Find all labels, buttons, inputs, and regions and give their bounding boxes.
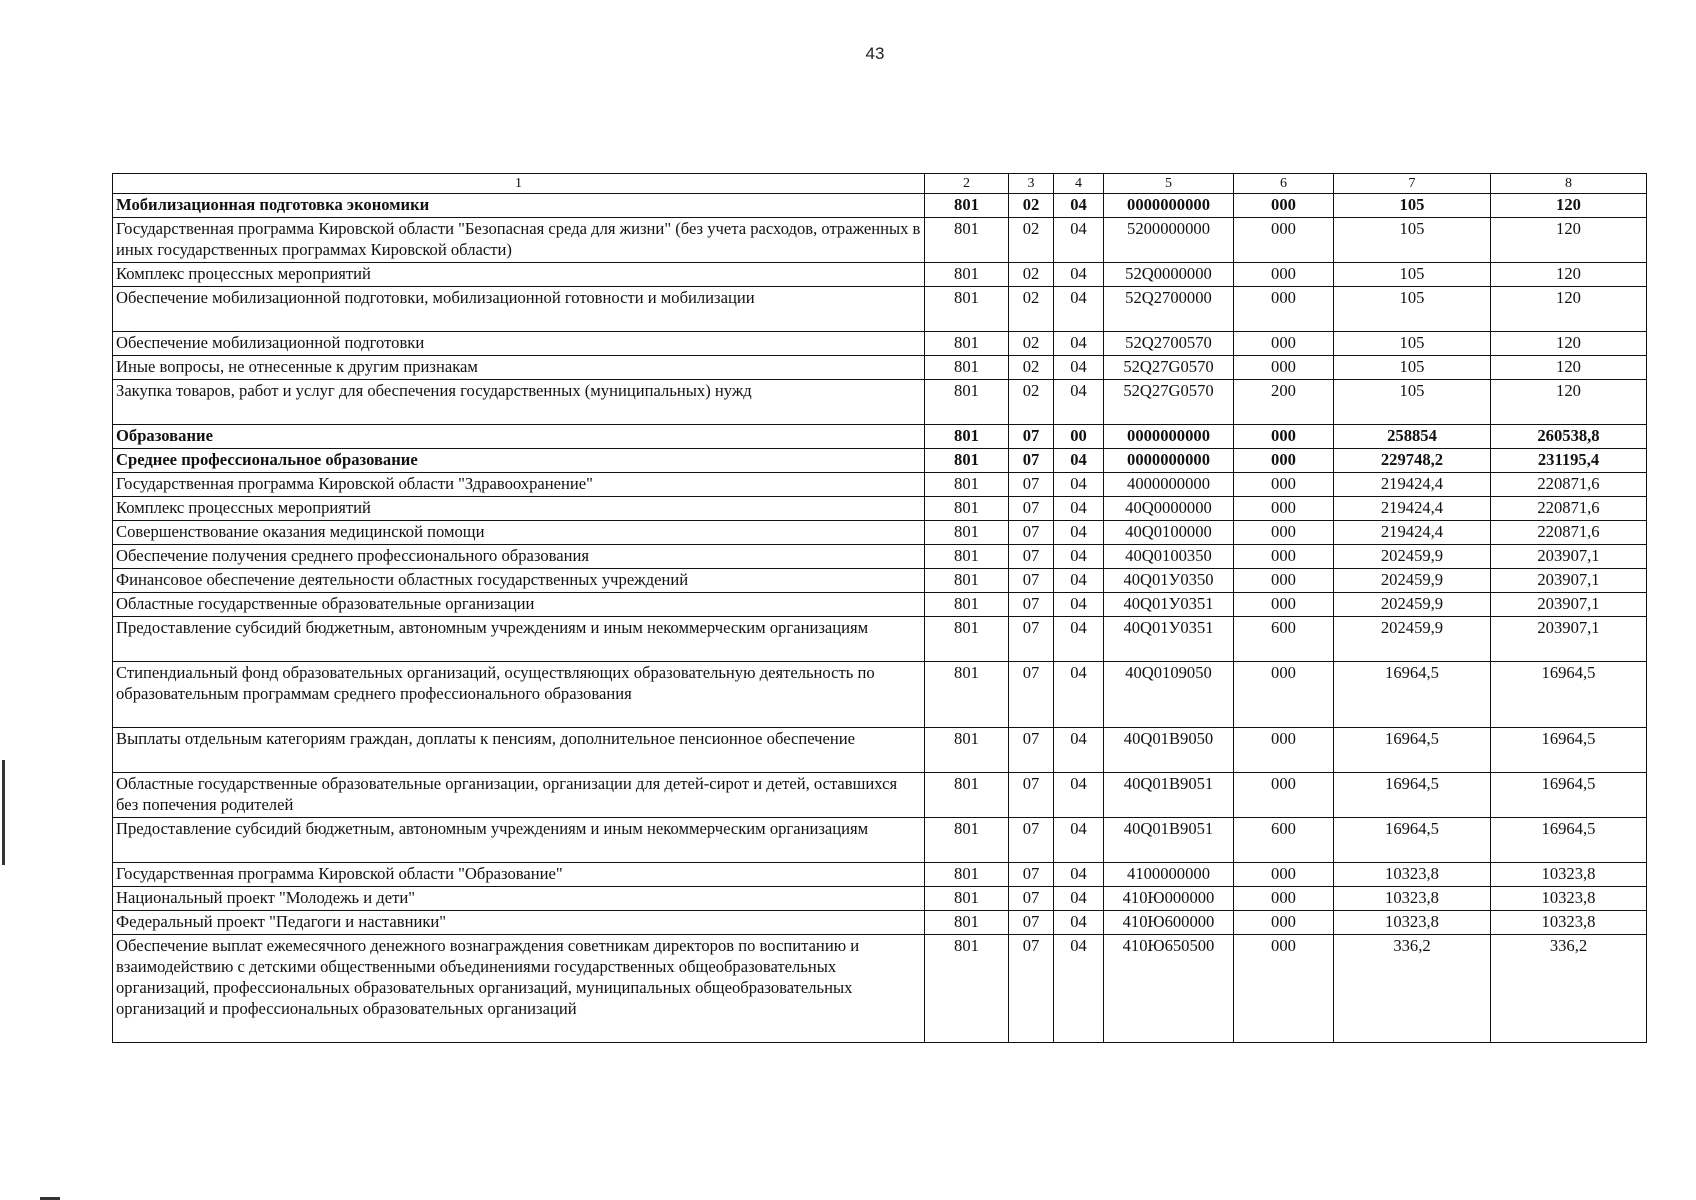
subsection-code-cell: 04 (1054, 818, 1104, 863)
amount-year1-cell: 105 (1334, 218, 1491, 263)
ministry-code-cell: 801 (925, 863, 1009, 887)
subsection-code-cell: 04 (1054, 593, 1104, 617)
expense-type-cell: 000 (1234, 332, 1334, 356)
amount-year2-cell: 10323,8 (1491, 863, 1647, 887)
section-code-cell: 07 (1009, 473, 1054, 497)
expense-type-cell: 000 (1234, 263, 1334, 287)
ministry-code-cell: 801 (925, 473, 1009, 497)
row-name-cell: Обеспечение мобилизационной подготовки (113, 332, 925, 356)
table-row (113, 449, 1647, 473)
table-row (113, 287, 1647, 332)
amount-year1-cell: 105 (1334, 332, 1491, 356)
table-row (113, 380, 1647, 425)
column-number-2: 2 (925, 174, 1009, 194)
amount-year1-cell: 105 (1334, 356, 1491, 380)
table-body (113, 194, 1647, 1043)
subsection-code-cell: 04 (1054, 356, 1104, 380)
expense-type-cell: 000 (1234, 773, 1334, 818)
row-name-cell: Закупка товаров, работ и услуг для обеспечения государственных (муниципальных) нужд (113, 380, 925, 425)
expense-type-cell: 000 (1234, 863, 1334, 887)
target-article-cell: 40Q01У0351 (1104, 593, 1234, 617)
ministry-code-cell: 801 (925, 497, 1009, 521)
subsection-code-cell: 04 (1054, 332, 1104, 356)
target-article-cell: 40Q01B9051 (1104, 773, 1234, 818)
ministry-code-cell: 801 (925, 773, 1009, 818)
scan-edge-mark (2, 760, 5, 865)
ministry-code-cell: 801 (925, 263, 1009, 287)
section-code-cell: 02 (1009, 332, 1054, 356)
table-row (113, 521, 1647, 545)
table-row (113, 332, 1647, 356)
subsection-code-cell: 04 (1054, 449, 1104, 473)
ministry-code-cell: 801 (925, 911, 1009, 935)
row-name-cell: Государственная программа Кировской области "Безопасная среда для жизни" (без учета расходов, отраженных в иных государственных программах Кировской области) (113, 218, 925, 263)
subsection-code-cell: 04 (1054, 911, 1104, 935)
expense-type-cell: 000 (1234, 218, 1334, 263)
subsection-code-cell: 04 (1054, 263, 1104, 287)
table-row (113, 497, 1647, 521)
section-code-cell: 07 (1009, 617, 1054, 662)
section-code-cell: 07 (1009, 662, 1054, 728)
amount-year2-cell: 336,2 (1491, 935, 1647, 1043)
row-name-cell: Предоставление субсидий бюджетным, автономным учреждениям и иным некоммерческим организациям (113, 818, 925, 863)
expense-type-cell: 000 (1234, 935, 1334, 1043)
target-article-cell: 5200000000 (1104, 218, 1234, 263)
section-code-cell: 07 (1009, 818, 1054, 863)
ministry-code-cell: 801 (925, 356, 1009, 380)
amount-year1-cell: 229748,2 (1334, 449, 1491, 473)
amount-year1-cell: 105 (1334, 287, 1491, 332)
amount-year1-cell: 219424,4 (1334, 497, 1491, 521)
subsection-code-cell: 04 (1054, 380, 1104, 425)
table-row (113, 818, 1647, 863)
row-name-cell: Обеспечение получения среднего профессионального образования (113, 545, 925, 569)
table-row (113, 863, 1647, 887)
subsection-code-cell: 04 (1054, 569, 1104, 593)
target-article-cell: 52Q2700000 (1104, 287, 1234, 332)
section-code-cell: 02 (1009, 380, 1054, 425)
subsection-code-cell: 04 (1054, 497, 1104, 521)
column-number-7: 7 (1334, 174, 1491, 194)
expense-type-cell: 000 (1234, 449, 1334, 473)
target-article-cell: 40Q0000000 (1104, 497, 1234, 521)
row-name-cell: Областные государственные образовательные организации, организации для детей-сирот и детей, оставшихся без попечения родителей (113, 773, 925, 818)
ministry-code-cell: 801 (925, 218, 1009, 263)
subsection-code-cell: 04 (1054, 617, 1104, 662)
row-name-cell: Иные вопросы, не отнесенные к другим признакам (113, 356, 925, 380)
amount-year2-cell: 203907,1 (1491, 569, 1647, 593)
amount-year1-cell: 258854 (1334, 425, 1491, 449)
target-article-cell: 40Q01У0350 (1104, 569, 1234, 593)
table-row (113, 263, 1647, 287)
row-name-cell: Обеспечение выплат ежемесячного денежного вознаграждения советникам директоров по воспитанию и взаимодействию с детскими общественными объединениями государственных общеобразовательных организаций, профессиональных образовательных организаций, муниципальных общеобразовательных организаций и профессиональных образовательных организаций (113, 935, 925, 1043)
subsection-code-cell: 04 (1054, 728, 1104, 773)
target-article-cell: 0000000000 (1104, 194, 1234, 218)
section-code-cell: 07 (1009, 569, 1054, 593)
amount-year1-cell: 336,2 (1334, 935, 1491, 1043)
amount-year2-cell: 120 (1491, 356, 1647, 380)
subsection-code-cell: 04 (1054, 521, 1104, 545)
subsection-code-cell: 04 (1054, 863, 1104, 887)
section-code-cell: 02 (1009, 194, 1054, 218)
target-article-cell: 410Ю650500 (1104, 935, 1234, 1043)
table-row (113, 935, 1647, 1043)
amount-year2-cell: 220871,6 (1491, 521, 1647, 545)
page-number: 43 (865, 44, 885, 63)
amount-year2-cell: 16964,5 (1491, 818, 1647, 863)
amount-year1-cell: 202459,9 (1334, 617, 1491, 662)
amount-year2-cell: 120 (1491, 380, 1647, 425)
target-article-cell: 52Q0000000 (1104, 263, 1234, 287)
section-code-cell: 07 (1009, 935, 1054, 1043)
target-article-cell: 0000000000 (1104, 449, 1234, 473)
amount-year1-cell: 10323,8 (1334, 863, 1491, 887)
column-number-3: 3 (1009, 174, 1054, 194)
target-article-cell: 0000000000 (1104, 425, 1234, 449)
amount-year1-cell: 202459,9 (1334, 593, 1491, 617)
row-name-cell: Государственная программа Кировской области "Здравоохранение" (113, 473, 925, 497)
ministry-code-cell: 801 (925, 818, 1009, 863)
column-number-row (113, 174, 1647, 194)
target-article-cell: 410Ю600000 (1104, 911, 1234, 935)
ministry-code-cell: 801 (925, 194, 1009, 218)
section-code-cell: 07 (1009, 521, 1054, 545)
ministry-code-cell: 801 (925, 569, 1009, 593)
target-article-cell: 52Q27G0570 (1104, 356, 1234, 380)
budget-table (112, 173, 1647, 1043)
target-article-cell: 410Ю000000 (1104, 887, 1234, 911)
subsection-code-cell: 04 (1054, 194, 1104, 218)
expense-type-cell: 200 (1234, 380, 1334, 425)
table-row (113, 911, 1647, 935)
expense-type-cell: 000 (1234, 287, 1334, 332)
row-name-cell: Стипендиальный фонд образовательных организаций, осуществляющих образовательную деятельность по образовательным программам среднего профессионального образования (113, 662, 925, 728)
amount-year1-cell: 219424,4 (1334, 521, 1491, 545)
ministry-code-cell: 801 (925, 662, 1009, 728)
target-article-cell: 40Q01B9051 (1104, 818, 1234, 863)
amount-year2-cell: 120 (1491, 287, 1647, 332)
amount-year2-cell: 203907,1 (1491, 617, 1647, 662)
target-article-cell: 40Q01B9050 (1104, 728, 1234, 773)
row-name-cell: Областные государственные образовательные организации (113, 593, 925, 617)
row-name-cell: Национальный проект "Молодежь и дети" (113, 887, 925, 911)
expense-type-cell: 000 (1234, 425, 1334, 449)
column-number-5: 5 (1104, 174, 1234, 194)
amount-year2-cell: 260538,8 (1491, 425, 1647, 449)
target-article-cell: 4000000000 (1104, 473, 1234, 497)
column-number-4: 4 (1054, 174, 1104, 194)
ministry-code-cell: 801 (925, 332, 1009, 356)
column-number-1: 1 (113, 174, 925, 194)
amount-year1-cell: 16964,5 (1334, 728, 1491, 773)
row-name-cell: Среднее профессиональное образование (113, 449, 925, 473)
ministry-code-cell: 801 (925, 935, 1009, 1043)
row-name-cell: Финансовое обеспечение деятельности областных государственных учреждений (113, 569, 925, 593)
table-row (113, 473, 1647, 497)
target-article-cell: 40Q0109050 (1104, 662, 1234, 728)
expense-type-cell: 000 (1234, 728, 1334, 773)
subsection-code-cell: 04 (1054, 218, 1104, 263)
amount-year2-cell: 120 (1491, 263, 1647, 287)
table-row (113, 617, 1647, 662)
amount-year2-cell: 203907,1 (1491, 545, 1647, 569)
ministry-code-cell: 801 (925, 521, 1009, 545)
section-code-cell: 02 (1009, 356, 1054, 380)
row-name-cell: Предоставление субсидий бюджетным, автономным учреждениям и иным некоммерческим организациям (113, 617, 925, 662)
amount-year2-cell: 16964,5 (1491, 728, 1647, 773)
row-name-cell: Совершенствование оказания медицинской помощи (113, 521, 925, 545)
row-name-cell: Федеральный проект "Педагоги и наставники" (113, 911, 925, 935)
target-article-cell: 40Q0100000 (1104, 521, 1234, 545)
ministry-code-cell: 801 (925, 425, 1009, 449)
target-article-cell: 40Q01У0351 (1104, 617, 1234, 662)
target-article-cell: 52Q27G0570 (1104, 380, 1234, 425)
table-row (113, 728, 1647, 773)
table-row (113, 662, 1647, 728)
section-code-cell: 07 (1009, 497, 1054, 521)
ministry-code-cell: 801 (925, 545, 1009, 569)
amount-year2-cell: 16964,5 (1491, 773, 1647, 818)
subsection-code-cell: 04 (1054, 545, 1104, 569)
amount-year2-cell: 120 (1491, 332, 1647, 356)
row-name-cell: Выплаты отдельным категориям граждан, доплаты к пенсиям, дополнительное пенсионное обеспечение (113, 728, 925, 773)
amount-year2-cell: 10323,8 (1491, 911, 1647, 935)
amount-year2-cell: 10323,8 (1491, 887, 1647, 911)
column-number-6: 6 (1234, 174, 1334, 194)
ministry-code-cell: 801 (925, 380, 1009, 425)
subsection-code-cell: 04 (1054, 662, 1104, 728)
amount-year1-cell: 10323,8 (1334, 887, 1491, 911)
subsection-code-cell: 04 (1054, 473, 1104, 497)
amount-year1-cell: 202459,9 (1334, 569, 1491, 593)
section-code-cell: 07 (1009, 593, 1054, 617)
section-code-cell: 07 (1009, 545, 1054, 569)
ministry-code-cell: 801 (925, 728, 1009, 773)
amount-year1-cell: 202459,9 (1334, 545, 1491, 569)
table-row (113, 593, 1647, 617)
amount-year1-cell: 16964,5 (1334, 818, 1491, 863)
row-name-cell: Образование (113, 425, 925, 449)
table-row (113, 218, 1647, 263)
target-article-cell: 4100000000 (1104, 863, 1234, 887)
ministry-code-cell: 801 (925, 287, 1009, 332)
amount-year1-cell: 10323,8 (1334, 911, 1491, 935)
subsection-code-cell: 04 (1054, 935, 1104, 1043)
table-row (113, 887, 1647, 911)
expense-type-cell: 000 (1234, 662, 1334, 728)
expense-type-cell: 000 (1234, 194, 1334, 218)
expense-type-cell: 000 (1234, 521, 1334, 545)
row-name-cell: Комплекс процессных мероприятий (113, 263, 925, 287)
section-code-cell: 02 (1009, 287, 1054, 332)
expense-type-cell: 600 (1234, 617, 1334, 662)
amount-year1-cell: 16964,5 (1334, 773, 1491, 818)
amount-year2-cell: 203907,1 (1491, 593, 1647, 617)
section-code-cell: 07 (1009, 728, 1054, 773)
expense-type-cell: 600 (1234, 818, 1334, 863)
expense-type-cell: 000 (1234, 497, 1334, 521)
row-name-cell: Обеспечение мобилизационной подготовки, мобилизационной готовности и мобилизации (113, 287, 925, 332)
amount-year1-cell: 105 (1334, 194, 1491, 218)
subsection-code-cell: 04 (1054, 773, 1104, 818)
table-row (113, 545, 1647, 569)
section-code-cell: 07 (1009, 887, 1054, 911)
amount-year2-cell: 220871,6 (1491, 497, 1647, 521)
amount-year1-cell: 105 (1334, 380, 1491, 425)
ministry-code-cell: 801 (925, 617, 1009, 662)
row-name-cell: Комплекс процессных мероприятий (113, 497, 925, 521)
table-row (113, 356, 1647, 380)
target-article-cell: 40Q0100350 (1104, 545, 1234, 569)
table-row (113, 425, 1647, 449)
expense-type-cell: 000 (1234, 569, 1334, 593)
subsection-code-cell: 04 (1054, 887, 1104, 911)
subsection-code-cell: 00 (1054, 425, 1104, 449)
table-row (113, 569, 1647, 593)
amount-year2-cell: 231195,4 (1491, 449, 1647, 473)
amount-year2-cell: 120 (1491, 218, 1647, 263)
section-code-cell: 02 (1009, 263, 1054, 287)
ministry-code-cell: 801 (925, 887, 1009, 911)
row-name-cell: Государственная программа Кировской области "Образование" (113, 863, 925, 887)
section-code-cell: 07 (1009, 863, 1054, 887)
expense-type-cell: 000 (1234, 911, 1334, 935)
row-name-cell: Мобилизационная подготовка экономики (113, 194, 925, 218)
amount-year2-cell: 220871,6 (1491, 473, 1647, 497)
amount-year1-cell: 219424,4 (1334, 473, 1491, 497)
section-code-cell: 07 (1009, 449, 1054, 473)
section-code-cell: 07 (1009, 773, 1054, 818)
amount-year2-cell: 16964,5 (1491, 662, 1647, 728)
amount-year1-cell: 16964,5 (1334, 662, 1491, 728)
subsection-code-cell: 04 (1054, 287, 1104, 332)
expense-type-cell: 000 (1234, 887, 1334, 911)
expense-type-cell: 000 (1234, 593, 1334, 617)
expense-type-cell: 000 (1234, 473, 1334, 497)
section-code-cell: 07 (1009, 911, 1054, 935)
ministry-code-cell: 801 (925, 593, 1009, 617)
expense-type-cell: 000 (1234, 545, 1334, 569)
amount-year1-cell: 105 (1334, 263, 1491, 287)
target-article-cell: 52Q2700570 (1104, 332, 1234, 356)
table-row (113, 194, 1647, 218)
column-number-8: 8 (1491, 174, 1647, 194)
expense-type-cell: 000 (1234, 356, 1334, 380)
table-row (113, 773, 1647, 818)
amount-year2-cell: 120 (1491, 194, 1647, 218)
ministry-code-cell: 801 (925, 449, 1009, 473)
section-code-cell: 02 (1009, 218, 1054, 263)
section-code-cell: 07 (1009, 425, 1054, 449)
